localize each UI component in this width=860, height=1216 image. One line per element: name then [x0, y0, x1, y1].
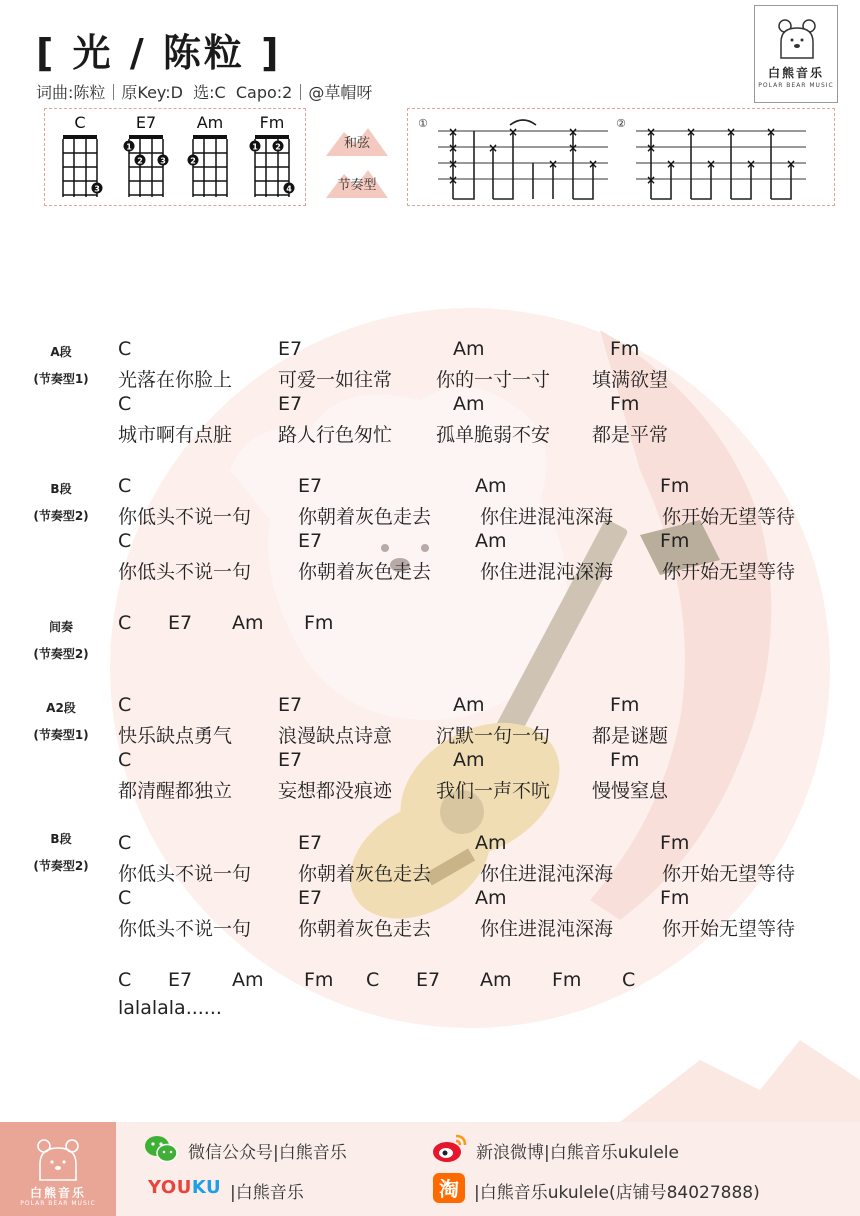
lyric-phrase: 你开始无望等待 [662, 918, 796, 940]
logo-english: POLAR BEAR MUSIC [758, 82, 834, 89]
svg-text:×: × [447, 173, 459, 187]
lyric-phrase: 城市啊有点脏 [118, 424, 233, 446]
svg-text:×: × [447, 125, 459, 139]
weibo-icon [432, 1132, 468, 1164]
svg-text:×: × [645, 141, 657, 155]
polar-bear-icon [34, 1136, 82, 1182]
chord-symbol: E7 [298, 475, 323, 497]
svg-text:淘: 淘 [439, 1177, 459, 1201]
svg-text:2: 2 [190, 156, 196, 166]
taobao-shop[interactable]: |白熊音乐ukulele(店铺号84027888) [474, 1183, 760, 1203]
lyric-phrase: 你的一寸一寸 [436, 369, 551, 391]
section-rhythm: (节奏型2) [33, 509, 89, 523]
lyric-phrase: 都清醒都独立 [118, 780, 233, 802]
svg-text:×: × [447, 157, 459, 171]
svg-text:×: × [487, 141, 499, 155]
svg-text:2: 2 [137, 156, 143, 166]
chord-symbol: C [118, 530, 132, 552]
svg-text:×: × [645, 125, 657, 139]
polar-bear-icon [775, 16, 819, 60]
chord-symbol: Fm [610, 393, 640, 415]
chord-symbol: E7 [298, 832, 323, 854]
chord-symbol: Fm [660, 832, 690, 854]
chord-symbol: Am [453, 393, 485, 415]
chord-symbol: E7 [278, 749, 303, 771]
chord-symbol: Am [475, 832, 507, 854]
chord-symbol: Am [480, 969, 512, 991]
taobao-icon [432, 1172, 466, 1204]
chord-symbol: C [118, 393, 132, 415]
section-rhythm: (节奏型1) [33, 372, 89, 386]
chord-symbol: Fm [304, 969, 334, 991]
lyric-phrase: 你开始无望等待 [662, 863, 796, 885]
lyric-phrase: 你开始无望等待 [662, 561, 796, 583]
rhythm-tag: 节奏型 [322, 164, 392, 200]
chord-symbol: C [118, 694, 132, 716]
song-subtitle: 词曲:陈粒｜原Key:D 选:C Capo:2｜@草帽呀 [36, 83, 373, 102]
svg-text:×: × [645, 173, 657, 187]
chord-symbol: Fm [660, 475, 690, 497]
lyric-phrase: 填满欲望 [592, 369, 669, 391]
youku-logo: YOUKU [148, 1177, 222, 1198]
chord-symbol: Am [232, 612, 264, 634]
chord-symbol: E7 [416, 969, 441, 991]
lyric-phrase: 你住进混沌深海 [480, 561, 614, 583]
lyric-phrase: 浪漫缺点诗意 [278, 725, 393, 747]
lyric-phrase: 我们一声不吭 [436, 780, 551, 802]
chord-symbol: Am [232, 969, 264, 991]
chord-symbol: E7 [298, 887, 323, 909]
chord-symbol: Fm [304, 612, 334, 634]
chord-symbol: Fm [660, 887, 690, 909]
chord-symbol: Fm [660, 530, 690, 552]
lyric-phrase: 都是平常 [592, 424, 669, 446]
chord-symbol: E7 [278, 393, 303, 415]
brand-logo [754, 5, 838, 103]
outro-lyric: lalalala...... [118, 997, 222, 1019]
chord-symbol: Am [475, 530, 507, 552]
svg-text:×: × [745, 157, 757, 171]
section-rhythm: (节奏型2) [33, 859, 89, 873]
svg-text:4: 4 [286, 184, 292, 194]
chord-diagrams-box: C 3 E7 1 2 3 Am 2 Fm 1 2 4 [44, 108, 306, 206]
weibo-account[interactable]: 新浪微博|白熊音乐ukulele [476, 1143, 679, 1163]
chord-symbol: C [118, 969, 132, 991]
lyric-phrase: 你低头不说一句 [118, 506, 252, 528]
lyric-phrase: 孤单脆弱不安 [436, 424, 551, 446]
section-rhythm: (节奏型1) [33, 728, 89, 742]
lyric-phrase: 你开始无望等待 [662, 506, 796, 528]
lyric-phrase: 光落在你脸上 [118, 369, 233, 391]
svg-text:3: 3 [160, 156, 166, 166]
chord-symbol: E7 [168, 612, 193, 634]
lyric-phrase: 你住进混沌深海 [480, 506, 614, 528]
chord-symbol: Am [453, 749, 485, 771]
wechat-icon [144, 1134, 178, 1164]
svg-text:×: × [685, 125, 697, 139]
chord-symbol: C [118, 749, 132, 771]
lyric-phrase: 你低头不说一句 [118, 561, 252, 583]
lyric-phrase: 妄想都没痕迹 [278, 780, 393, 802]
chord-symbol: E7 [278, 338, 303, 360]
chord-symbol: C [118, 475, 132, 497]
lyric-phrase: 你朝着灰色走去 [298, 506, 432, 528]
svg-text:2: 2 [275, 142, 281, 152]
chord-symbol: Fm [552, 969, 582, 991]
chord-symbol: C [622, 969, 636, 991]
chord-symbol: C [118, 612, 132, 634]
svg-text:×: × [447, 141, 459, 155]
section-rhythm: (节奏型2) [33, 647, 89, 661]
chord-symbol: E7 [168, 969, 193, 991]
chord-symbol: E7 [298, 530, 323, 552]
lyric-phrase: 你住进混沌深海 [480, 918, 614, 940]
lyric-phrase: 都是谜题 [592, 725, 669, 747]
lyric-phrase: 慢慢窒息 [592, 780, 669, 802]
song-title: [ 光 / 陈粒 ] [36, 31, 282, 75]
chord-symbol: Fm [610, 338, 640, 360]
chord-symbol: Am [475, 887, 507, 909]
section-label: B段 [50, 832, 72, 846]
rhythm-patterns-box: ① ② × × × × × × × × × × × × × × × × × × × × [407, 108, 835, 206]
svg-text:×: × [507, 125, 519, 139]
youku-account[interactable]: |白熊音乐 [230, 1183, 304, 1203]
chord-symbol: Am [453, 338, 485, 360]
svg-text:×: × [725, 125, 737, 139]
svg-text:3: 3 [94, 184, 100, 194]
svg-text:×: × [785, 157, 797, 171]
chord-symbol: C [118, 338, 132, 360]
logo-name: 白熊音乐 [767, 66, 824, 80]
section-label: B段 [50, 482, 72, 496]
svg-text:1: 1 [126, 142, 132, 152]
svg-text:×: × [705, 157, 717, 171]
lyric-phrase: 你低头不说一句 [118, 863, 252, 885]
chord-symbol: E7 [278, 694, 303, 716]
chord-symbol: C [118, 832, 132, 854]
section-label: A段 [50, 345, 72, 359]
lyric-phrase: 你朝着灰色走去 [298, 561, 432, 583]
chord-tag: 和弦 [322, 122, 392, 158]
svg-text:×: × [765, 125, 777, 139]
lyric-phrase: 你住进混沌深海 [480, 863, 614, 885]
chord-symbol: Am [475, 475, 507, 497]
chord-symbol: C [118, 887, 132, 909]
lyric-phrase: 快乐缺点勇气 [118, 725, 233, 747]
chord-symbol: Fm [610, 694, 640, 716]
lyric-phrase: 你朝着灰色走去 [298, 918, 432, 940]
footer-logo: 白熊音乐 POLAR BEAR MUSIC [0, 1122, 116, 1216]
lyric-phrase: 你低头不说一句 [118, 918, 252, 940]
svg-text:×: × [587, 157, 599, 171]
lyric-phrase: 路人行色匆忙 [278, 424, 393, 446]
chord-symbol: C [366, 969, 380, 991]
svg-text:1: 1 [252, 142, 258, 152]
chord-symbol: Fm [610, 749, 640, 771]
svg-text:×: × [665, 157, 677, 171]
lyric-phrase: 可爱一如往常 [278, 369, 393, 391]
svg-text:×: × [547, 157, 559, 171]
svg-text:×: × [567, 141, 579, 155]
section-label: A2段 [46, 701, 76, 715]
lyric-phrase: 你朝着灰色走去 [298, 863, 432, 885]
section-label: 间奏 [48, 620, 73, 634]
rhythm-notation [408, 109, 836, 207]
svg-text:×: × [567, 125, 579, 139]
lyric-phrase: 沉默一句一句 [436, 725, 551, 747]
wechat-account[interactable]: 微信公众号|白熊音乐 [188, 1143, 347, 1163]
chord-symbol: Am [453, 694, 485, 716]
